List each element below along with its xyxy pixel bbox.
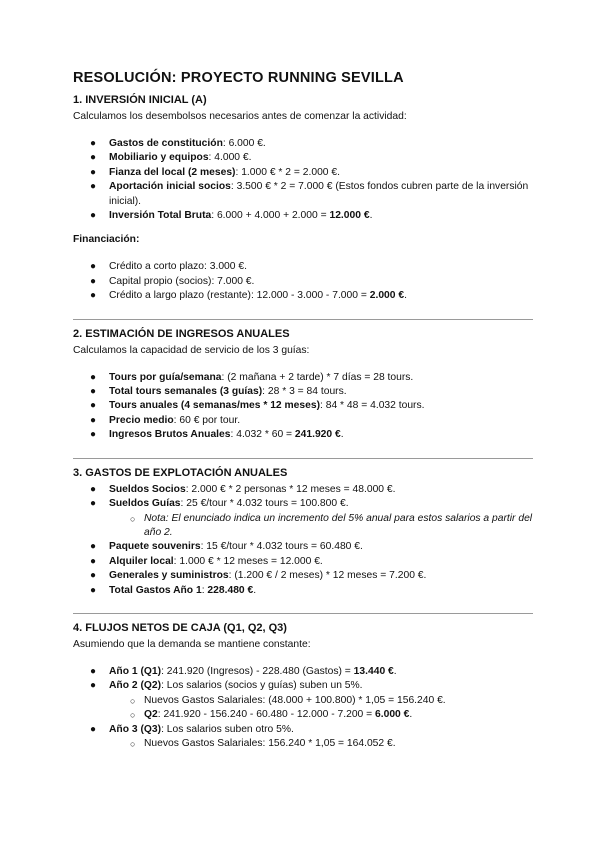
bullet-icon: ● bbox=[90, 138, 97, 149]
list-item: ● Sueldos Guías: 25 €/tour * 4.032 tours = 100.800 €. bbox=[73, 497, 533, 511]
bullet-icon: ● bbox=[90, 723, 97, 735]
investment-list bbox=[73, 137, 533, 223]
list-item: ● Precio medio: 60 € por tour. bbox=[73, 414, 533, 428]
sub-list-item: ○ Q2: 241.920 - 156.240 - 60.480 - 12.000 - 7.200 = 6.000 €. bbox=[73, 708, 533, 722]
sub-list-item: ○ Nuevos Gastos Salariales: (48.000 + 100.800) * 1,05 = 156.240 €. bbox=[73, 694, 533, 708]
note-item: ○ Nota: El enunciado indica un incremento del 5% anual para estos salarios a partir del año 2. bbox=[130, 512, 533, 538]
list-item: ● Alquiler local: 1.000 € * 12 meses = 12.000 €. bbox=[73, 555, 533, 569]
bullet-icon: ● bbox=[90, 152, 97, 164]
list-item: ● Ingresos Brutos Anuales: 4.032 * 60 = 241.920 €. bbox=[73, 428, 533, 442]
section-4-intro: Asumiendo que la demanda se mantiene constante: bbox=[73, 638, 311, 650]
list-item: ● Gastos de constitución: 6.000 €. bbox=[73, 137, 533, 151]
section-2-intro: Calculamos la capacidad de servicio de los 3 guías: bbox=[73, 344, 310, 356]
list-item: ● Generales y suministros: (1.200 € / 2 meses) * 12 meses = 7.200 €. bbox=[73, 569, 533, 583]
expenses-list bbox=[73, 483, 533, 598]
circle-bullet-icon: ○ bbox=[130, 738, 136, 749]
bullet-icon: ● bbox=[90, 555, 97, 567]
list-item: ● Mobiliario y equipos: 4.000 €. bbox=[73, 151, 533, 165]
financing-heading: Financiación: bbox=[73, 234, 140, 246]
list-item: ● Total Gastos Año 1: 228.480 €. bbox=[73, 584, 533, 598]
bullet-icon: ● bbox=[90, 680, 97, 692]
income-list bbox=[73, 371, 533, 443]
list-item: ● Crédito a corto plazo: 3.000 €. bbox=[73, 260, 533, 274]
financing-list bbox=[73, 260, 533, 303]
list-item: ● Fianza del local (2 meses): 1.000 € * 2 = 2.000 €. bbox=[73, 166, 533, 180]
bullet-icon: ● bbox=[90, 371, 97, 383]
list-item: ● Capital propio (socios): 7.000 €. bbox=[73, 275, 533, 289]
bullet-icon: ● bbox=[90, 290, 97, 302]
sub-list-item: ○ Nuevos Gastos Salariales: 156.240 * 1,05 = 164.052 €. bbox=[73, 737, 533, 751]
circle-bullet-icon: ○ bbox=[130, 513, 136, 524]
bullet-icon: ● bbox=[90, 210, 97, 222]
bullet-icon: ● bbox=[90, 665, 97, 677]
list-item: ● Tours por guía/semana: (2 mañana + 2 tarde) * 7 días = 28 tours. bbox=[73, 371, 533, 385]
list-item: ● Crédito a largo plazo (restante): 12.000 - 3.000 - 7.000 = 2.000 €. bbox=[73, 289, 533, 303]
section-1-heading: 1. INVERSIÓN INICIAL (A) bbox=[73, 94, 207, 106]
list-item: ● Inversión Total Bruta: 6.000 + 4.000 + 2.000 = 12.000 €. bbox=[73, 209, 533, 223]
bullet-icon: ● bbox=[90, 498, 97, 510]
list-item: ● Aportación inicial socios: 3.500 € * 2 = 7.000 € (Estos fondos cubren parte de la inversión inicial). bbox=[90, 181, 529, 207]
bullet-icon: ● bbox=[90, 166, 97, 178]
bullet-icon: ● bbox=[90, 414, 97, 426]
list-item: ● Año 2 (Q2): Los salarios (socios y guías) suben un 5%. bbox=[73, 679, 533, 693]
bullet-icon: ● bbox=[90, 570, 97, 582]
bullet-icon: ● bbox=[90, 386, 97, 398]
bullet-icon: ● bbox=[90, 429, 97, 441]
list-item: ● Año 1 (Q1): 241.920 (Ingresos) - 228.480 (Gastos) = 13.440 €. bbox=[73, 665, 533, 679]
bullet-icon: ● bbox=[90, 584, 97, 596]
list-item: ● Tours anuales (4 semanas/mes * 12 meses): 84 * 48 = 4.032 tours. bbox=[73, 399, 533, 413]
list-item: ● Año 3 (Q3): Los salarios suben otro 5%. bbox=[73, 723, 533, 737]
section-2-heading: 2. ESTIMACIÓN DE INGRESOS ANUALES bbox=[73, 327, 290, 340]
section-4-heading: 4. FLUJOS NETOS DE CAJA (Q1, Q2, Q3) bbox=[73, 621, 287, 634]
circle-bullet-icon: ○ bbox=[130, 695, 136, 706]
bullet-icon: ● bbox=[90, 181, 97, 193]
document-title: RESOLUCIÓN: PROYECTO RUNNING SEVILLA bbox=[73, 70, 404, 86]
cashflow-list bbox=[73, 665, 533, 751]
bullet-icon: ● bbox=[90, 261, 97, 273]
list-item: ● Paquete souvenirs: 15 €/tour * 4.032 tours = 60.480 €. bbox=[73, 540, 533, 554]
circle-bullet-icon: ○ bbox=[130, 710, 136, 721]
section-3-heading: 3. GASTOS DE EXPLOTACIÓN ANUALES bbox=[73, 466, 288, 479]
document-page bbox=[73, 70, 533, 751]
list-item: ● Total tours semanales (3 guías): 28 * 3 = 84 tours. bbox=[73, 385, 533, 399]
bullet-icon: ● bbox=[90, 483, 97, 495]
bullet-icon: ● bbox=[90, 275, 97, 287]
section-1-intro: Calculamos los desembolsos necesarios antes de comenzar la actividad: bbox=[73, 111, 407, 122]
bullet-icon: ● bbox=[90, 400, 97, 412]
list-item: ● Sueldos Socios: 2.000 € * 2 personas * 12 meses = 48.000 €. bbox=[73, 483, 533, 497]
bullet-icon: ● bbox=[90, 541, 97, 553]
